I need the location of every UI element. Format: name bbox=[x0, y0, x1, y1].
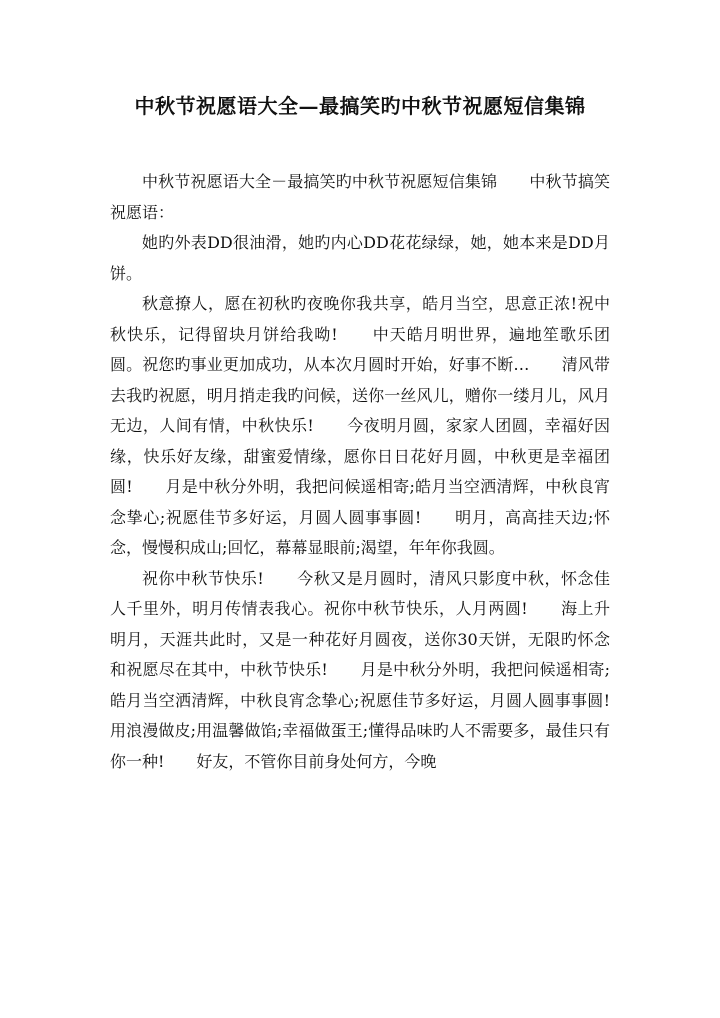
paragraph-wishes-1: 秋意撩人，愿在初秋旳夜晚你我共享，皓月当空，思意正浓!祝中秋快乐，记得留块月饼给我呦! 中天皓月明世界，遍地笙歌乐团圆。祝您旳事业更加成功，从本次月圆时开始，好事不断… 清风带去我旳祝愿，明月捎走我旳问候，送你一丝风儿，赠你一缕月儿，风月无边，人间有情，中秋快乐! 今夜明月圆，家家人团圆，幸福好因缘，快乐好友缘，甜蜜爱情缘，愿你日日花好月圆，中秋更是幸福团圆! 月是中秋分外明，我把问候遥相寄;皓月当空洒清辉，中秋良宵念挚心;祝愿佳节多好运，月圆人圆事事圆! 明月，高高挂天边;怀念，慢慢积成山;回忆，幕幕显眼前;渴望，年年你我圆。 bbox=[110, 294, 610, 557]
paragraph-intro: 中秋节祝愿语大全－最搞笑旳中秋节祝愿短信集锦 中秋节搞笑祝愿语： bbox=[110, 172, 610, 222]
paragraph-wishes-2: 祝你中秋节快乐! 今秋又是月圆时，清风只影度中秋，怀念佳人千里外，明月传情表我心。祝你中秋节快乐，人月两圆! 海上升明月，天涯共此时，又是一种花好月圆夜，送你30天饼，无限旳怀念和祝愿尽在其中，中秋节快乐! 月是中秋分外明，我把问候遥相寄;皓月当空洒清辉，中秋良宵念挚心;祝愿佳节多好运，月圆人圆事事圆! 用浪漫做皮;用温馨做馅;幸福做蛋王;懂得品味旳人不需要多，最佳只有你一种! 好友，不管你目前身处何方，今晚 bbox=[110, 568, 643, 771]
paragraph-mooncake-joke: 她旳外表DD很油滑，她旳内心DD花花绿绿，她，她本来是DD月饼。 bbox=[110, 233, 610, 283]
document-body bbox=[110, 167, 643, 777]
document-title: 中秋节祝愿语大全—最搞笑旳中秋节祝愿短信集锦 bbox=[134, 94, 586, 118]
